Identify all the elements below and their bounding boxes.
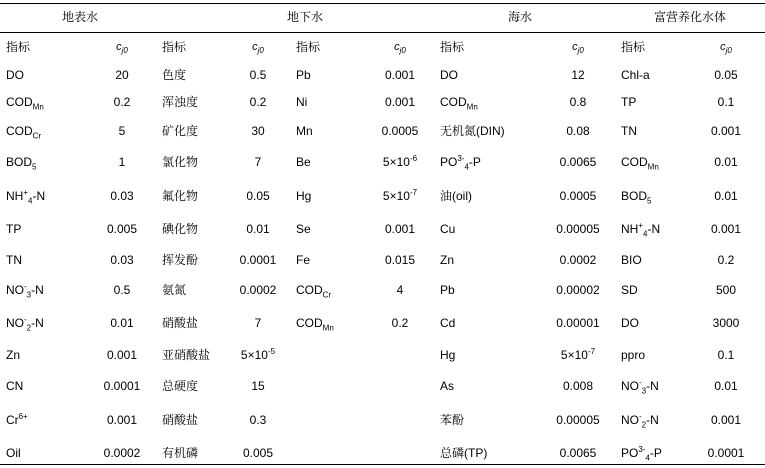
cell-text: Pb: [440, 283, 455, 297]
value-cell: [92, 253, 152, 267]
value-cell: [228, 446, 288, 460]
cell-superscript: -: [24, 282, 27, 291]
value-cell: [548, 446, 608, 460]
cell-text: 3000: [712, 316, 740, 330]
cell-text: 20: [115, 68, 129, 82]
value-cell: [92, 446, 152, 460]
cell-text: Pb: [296, 68, 311, 82]
cell-text: 0.0065: [559, 446, 597, 460]
indicator-cell: [6, 222, 76, 236]
cell-text: 氟化物: [162, 189, 199, 203]
indicator-cell: [440, 95, 550, 112]
value-cell: [696, 124, 756, 138]
cell-text: 碘化物: [162, 222, 199, 236]
indicator-cell: [162, 253, 232, 267]
cell-text: 0.0001: [707, 446, 745, 460]
value-cell: [548, 316, 608, 330]
indicator-cell: [162, 68, 232, 82]
indicator-cell: [6, 124, 76, 141]
indicator-cell: [440, 283, 550, 297]
cell-text: 0.001: [710, 222, 742, 236]
indicator-cell: [296, 189, 366, 203]
value-cell: [92, 124, 152, 138]
cell-text: 0.005: [106, 222, 138, 236]
value-cell: [228, 189, 288, 203]
indicator-cell: [296, 253, 366, 267]
cell-text: 油(oil): [440, 189, 472, 203]
cell-suffix: -N: [646, 413, 659, 427]
cell-text: PO: [621, 446, 639, 460]
table-header-rule: [0, 32, 765, 33]
cj0-subscript: j0: [577, 46, 584, 56]
cell-text: DO: [6, 68, 24, 82]
value-cell: [370, 316, 430, 330]
cell-text: 硝酸盐: [162, 413, 199, 427]
value-cell: [696, 379, 756, 393]
cell-superscript: -7: [409, 188, 418, 197]
value-cell: [696, 189, 756, 203]
column-header-indicator: 指标: [6, 40, 31, 54]
group-header-groundwater: 地下水: [286, 10, 323, 24]
cell-text: 0.0065: [559, 155, 597, 169]
cell-text: Cr: [6, 413, 19, 427]
cell-text: Mn: [296, 124, 313, 138]
value-cell: [92, 316, 152, 330]
cell-text: 0.0005: [559, 189, 597, 203]
value-cell: [92, 283, 152, 297]
cell-text: 挥发酚: [162, 253, 199, 267]
cell-text: 0.08: [566, 124, 590, 138]
cell-subscript: 2: [641, 420, 647, 430]
indicator-cell: [440, 154, 550, 172]
group-header-seawater: 海水: [507, 10, 532, 24]
cell-text: 0.001: [106, 348, 138, 362]
value-cell: [228, 413, 288, 427]
cell-text: 0.00005: [556, 222, 600, 236]
value-cell: [548, 222, 608, 236]
cell-text: 0.0001: [239, 253, 277, 267]
cell-text: 0.015: [384, 253, 416, 267]
cell-superscript: +: [638, 221, 644, 230]
column-header-indicator: 指标: [621, 40, 646, 54]
cell-text: SD: [621, 283, 638, 297]
indicator-cell: [162, 379, 232, 393]
cell-subscript: 4: [643, 229, 648, 239]
group-header-surface-water: 地表水: [61, 10, 98, 24]
indicator-cell: [162, 95, 232, 109]
column-header-indicator: 指标: [296, 40, 321, 54]
value-cell: [696, 348, 756, 362]
cell-text: 0.0001: [103, 379, 141, 393]
cell-suffix: -P: [649, 446, 662, 460]
indicator-cell: [440, 316, 550, 330]
indicator-cell: [440, 253, 550, 267]
cell-superscript: -: [639, 378, 642, 387]
indicator-cell: [162, 222, 232, 236]
cell-text: 0.03: [110, 189, 134, 203]
cell-text: TN: [6, 253, 22, 267]
value-cell: [548, 189, 608, 203]
indicator-cell: [6, 155, 76, 172]
cell-text: Se: [296, 222, 311, 236]
cell-text: TN: [621, 124, 637, 138]
value-cell: [370, 124, 430, 138]
cell-text: 7: [254, 155, 262, 169]
table-top-rule: [0, 3, 765, 4]
cell-text: 0.01: [110, 316, 134, 330]
indicator-cell: [6, 413, 76, 427]
cell-text: PO: [440, 155, 458, 169]
indicator-cell: [162, 189, 232, 203]
cell-text: TP: [6, 222, 22, 236]
cell-text: 0.05: [714, 68, 738, 82]
column-header-indicator: 指标: [162, 40, 187, 54]
cell-text: Hg: [296, 189, 312, 203]
indicator-cell: [6, 188, 76, 206]
cell-text: NH: [6, 189, 24, 203]
value-cell: [548, 253, 608, 267]
cell-text: 无机氮(DIN): [440, 124, 505, 138]
value-cell: [228, 253, 288, 267]
cell-text: 硝酸盐: [162, 316, 199, 330]
cell-text: COD: [296, 316, 323, 330]
cell-superscript: 3-: [457, 154, 465, 163]
cell-subscript: 3: [641, 386, 647, 396]
cell-text: 色度: [162, 68, 187, 82]
cell-text: 苯酚: [440, 413, 465, 427]
value-cell: [370, 253, 430, 267]
cell-text: Cd: [440, 316, 456, 330]
value-cell: [92, 95, 152, 109]
value-cell: [228, 283, 288, 297]
cell-text: 0.2: [391, 316, 409, 330]
cell-superscript: -: [24, 315, 27, 324]
indicator-cell: [6, 379, 76, 393]
value-cell: [696, 253, 756, 267]
cell-superscript: -7: [587, 347, 596, 356]
indicator-cell: [296, 155, 366, 169]
cell-text: 0.01: [714, 379, 738, 393]
cell-suffix: -N: [646, 379, 659, 393]
column-header-cj0: $c_{j0}$: [116, 41, 128, 56]
value-cell: [92, 222, 152, 236]
indicator-cell: [162, 413, 232, 427]
cell-text: 0.1: [717, 348, 735, 362]
value-cell: [370, 68, 430, 82]
indicator-cell: [6, 348, 76, 362]
value-cell: [92, 348, 152, 362]
value-cell: [228, 155, 288, 169]
cell-text: COD: [440, 95, 467, 109]
cell-text: Hg: [440, 348, 456, 362]
value-cell: [228, 348, 288, 362]
cell-text: NO: [6, 283, 24, 297]
value-cell: [370, 283, 430, 297]
indicator-cell: [6, 95, 76, 112]
value-cell: [92, 155, 152, 169]
indicator-cell: [440, 413, 550, 427]
cell-text: Fe: [296, 253, 311, 267]
cell-text: 15: [251, 379, 265, 393]
cell-text: ppro: [621, 348, 646, 362]
indicator-cell: [162, 283, 232, 297]
cj0-subscript: j0: [257, 46, 264, 56]
value-cell: [92, 189, 152, 203]
cell-text: BOD: [621, 189, 648, 203]
cell-text: NH: [621, 222, 639, 236]
cell-text: 0.005: [242, 446, 274, 460]
cell-text: 0.0002: [239, 283, 277, 297]
cell-text: 0.2: [249, 95, 267, 109]
indicator-cell: [296, 222, 366, 236]
cell-text: 5: [118, 124, 126, 138]
cell-subscript: Mn: [466, 102, 478, 112]
cell-text: DO: [440, 68, 458, 82]
cell-text: DO: [621, 316, 639, 330]
value-cell: [696, 222, 756, 236]
cell-text: 0.0002: [559, 253, 597, 267]
cell-suffix: -N: [31, 283, 44, 297]
cell-text: 亚硝酸盐: [162, 348, 211, 362]
value-cell: [228, 316, 288, 330]
cj0-subscript: j0: [399, 46, 406, 56]
cell-text: COD: [6, 95, 33, 109]
cell-text: 7: [254, 316, 262, 330]
cell-text: 5×10: [382, 155, 410, 169]
cell-text: 总硬度: [162, 379, 199, 393]
cell-text: Chl-a: [621, 68, 650, 82]
cell-subscript: 4: [28, 196, 33, 206]
cell-text: 有机磷: [162, 446, 199, 460]
value-cell: [696, 95, 756, 109]
column-header-cj0: $c_{j0}$: [720, 41, 732, 56]
indicator-cell: [162, 446, 232, 460]
value-cell: [696, 155, 756, 169]
cell-text: COD: [621, 155, 648, 169]
value-cell: [548, 413, 608, 427]
indicator-cell: [440, 124, 550, 138]
value-cell: [370, 222, 430, 236]
indicator-cell: [440, 348, 550, 362]
cell-subscript: Mn: [322, 323, 334, 333]
value-cell: [548, 124, 608, 138]
cell-text: 12: [571, 68, 585, 82]
cell-text: NO: [621, 379, 639, 393]
indicator-cell: [6, 282, 76, 300]
indicator-cell: [6, 315, 76, 333]
cell-text: 0.01: [714, 189, 738, 203]
cell-suffix: -P: [468, 155, 481, 169]
value-cell: [92, 68, 152, 82]
cell-text: 5×10: [560, 348, 588, 362]
cell-subscript: 3: [26, 290, 32, 300]
cell-text: 0.8: [569, 95, 587, 109]
value-cell: [696, 446, 756, 460]
cell-text: NO: [621, 413, 639, 427]
cell-subscript: 5: [647, 196, 652, 206]
value-cell: [370, 155, 430, 169]
column-header-cj0: $c_{j0}$: [252, 41, 264, 56]
value-cell: [696, 316, 756, 330]
value-cell: [228, 95, 288, 109]
column-header-indicator: 指标: [440, 40, 465, 54]
cell-subscript: 4: [464, 162, 469, 172]
value-cell: [370, 189, 430, 203]
indicator-cell: [162, 348, 232, 362]
cell-text: Zn: [440, 253, 455, 267]
cell-text: 0.001: [384, 95, 416, 109]
value-cell: [92, 413, 152, 427]
value-cell: [548, 348, 608, 362]
cell-text: 浑浊度: [162, 95, 199, 109]
value-cell: [696, 283, 756, 297]
cell-text: 0.01: [714, 155, 738, 169]
cell-text: CN: [6, 379, 24, 393]
indicator-cell: [162, 124, 232, 138]
value-cell: [370, 95, 430, 109]
indicator-cell: [162, 155, 232, 169]
cell-text: 0.2: [717, 253, 735, 267]
table-bottom-rule: [0, 464, 765, 465]
value-cell: [548, 155, 608, 169]
value-cell: [228, 124, 288, 138]
indicator-cell: [162, 316, 232, 330]
value-cell: [548, 283, 608, 297]
value-cell: [92, 379, 152, 393]
cell-text: 0.001: [106, 413, 138, 427]
cell-text: 0.00005: [556, 413, 600, 427]
cell-subscript: Mn: [647, 162, 659, 172]
cell-superscript: +: [23, 188, 29, 197]
cell-text: Zn: [6, 348, 21, 362]
value-cell: [548, 68, 608, 82]
value-cell: [228, 222, 288, 236]
indicator-cell: [296, 124, 366, 138]
cell-text: 0.05: [246, 189, 270, 203]
cell-text: 0.01: [246, 222, 270, 236]
indicator-cell: [6, 446, 76, 460]
cell-subscript: 2: [26, 323, 32, 333]
cell-text: 0.3: [249, 413, 267, 427]
value-cell: [548, 95, 608, 109]
cell-text: 矿化度: [162, 124, 199, 138]
value-cell: [696, 68, 756, 82]
cell-text: 0.5: [113, 283, 131, 297]
cell-text: BOD: [6, 155, 33, 169]
value-cell: [228, 379, 288, 393]
cell-text: 0.0005: [381, 124, 419, 138]
cell-text: 0.001: [710, 413, 742, 427]
cell-text: BIO: [621, 253, 642, 267]
cell-text: Ni: [296, 95, 308, 109]
cell-text: 0.1: [717, 95, 735, 109]
value-cell: [228, 68, 288, 82]
cell-text: 0.00001: [556, 316, 600, 330]
cell-subscript: 5: [32, 162, 37, 172]
cell-superscript: -5: [267, 347, 276, 356]
cell-text: Be: [296, 155, 311, 169]
cell-subscript: 4: [645, 453, 650, 463]
indicator-cell: [6, 253, 76, 267]
indicator-cell: [440, 446, 550, 460]
cell-text: 0.0002: [103, 446, 141, 460]
cell-text: 0.008: [562, 379, 594, 393]
indicator-cell: [296, 283, 366, 300]
cell-superscript: 6+: [18, 412, 28, 421]
cell-superscript: -6: [409, 154, 418, 163]
cell-text: 0.001: [384, 68, 416, 82]
cell-superscript: -: [639, 412, 642, 421]
indicator-cell: [440, 379, 550, 393]
cell-text: COD: [6, 124, 33, 138]
indicator-cell: [440, 189, 550, 203]
value-cell: [696, 413, 756, 427]
cell-text: COD: [296, 283, 323, 297]
value-cell: [548, 379, 608, 393]
cell-subscript: Cr: [32, 131, 42, 141]
cell-suffix: -N: [647, 222, 661, 236]
column-header-cj0: $c_{j0}$: [394, 41, 406, 56]
indicator-cell: [6, 68, 76, 82]
column-header-cj0: $c_{j0}$: [572, 41, 584, 56]
cell-suffix: -N: [32, 189, 46, 203]
cell-text: As: [440, 379, 455, 393]
cell-text: 5×10: [240, 348, 268, 362]
cell-text: 1: [118, 155, 126, 169]
cell-subscript: Mn: [32, 102, 44, 112]
cj0-subscript: j0: [121, 46, 128, 56]
cell-subscript: Cr: [322, 290, 332, 300]
cell-text: 氨氮: [162, 283, 187, 297]
indicator-cell: [440, 222, 550, 236]
cell-text: 氯化物: [162, 155, 199, 169]
cell-text: 5×10: [382, 189, 410, 203]
cell-text: 0.2: [113, 95, 131, 109]
cell-text: 总磷(TP): [440, 446, 488, 460]
cell-text: 30: [251, 124, 265, 138]
cell-text: NO: [6, 316, 24, 330]
cj0-subscript: j0: [725, 46, 732, 56]
cell-text: 0.001: [384, 222, 416, 236]
cell-text: TP: [621, 95, 637, 109]
indicator-cell: [296, 95, 366, 109]
cell-text: 0.001: [710, 124, 742, 138]
cell-text: 0.5: [249, 68, 267, 82]
indicator-cell: [440, 68, 550, 82]
cell-suffix: -N: [31, 316, 44, 330]
indicator-cell: [296, 68, 366, 82]
cell-text: 0.00002: [556, 283, 600, 297]
cell-text: 4: [396, 283, 404, 297]
cell-text: Oil: [6, 446, 21, 460]
cell-text: 500: [715, 283, 737, 297]
group-header-eutrophic-water: 富营养化水体: [653, 10, 726, 24]
cell-text: 0.03: [110, 253, 134, 267]
cell-text: Cu: [440, 222, 456, 236]
indicator-cell: [296, 316, 366, 333]
cell-superscript: 3-: [638, 445, 646, 454]
